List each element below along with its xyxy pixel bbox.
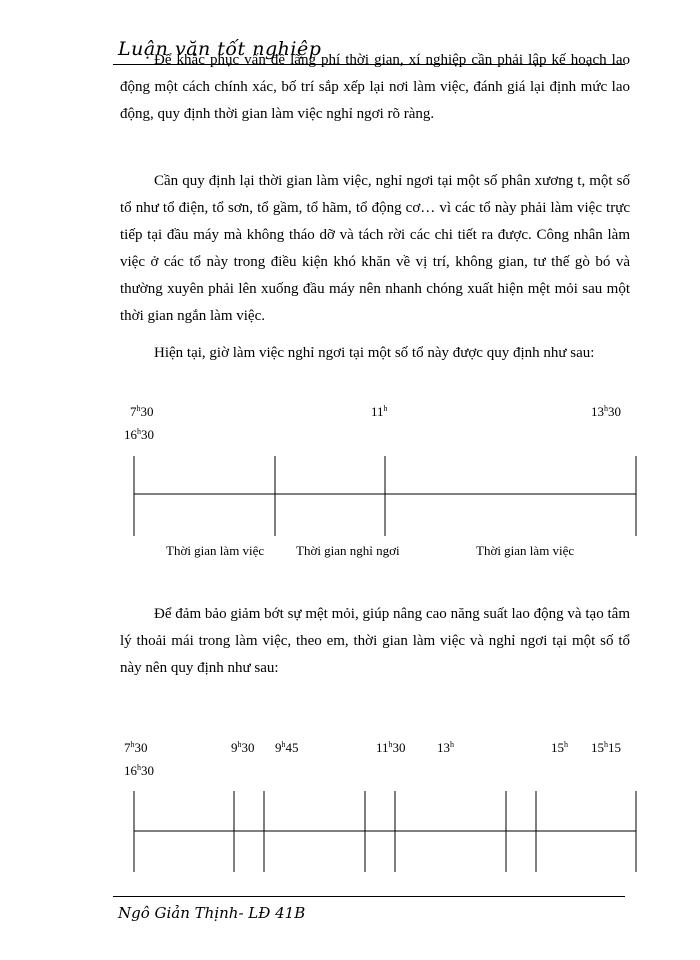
paragraph-4: Để đảm bảo giảm bớt sự mệt mỏi, giúp nâng cao năng suất lao động và tạo tâm lý thoải mái trong làm việc, theo em, thời gian làm việc và nghỉ ngơi tại một số tổ này nên quy định như sau: bbox=[120, 606, 630, 676]
timeline2-tick-label-3: 11$^h$30 bbox=[376, 740, 406, 755]
timeline2-tick-label-0: 7$^h$30 bbox=[124, 740, 148, 755]
paragraph-3: Hiện tại, giờ làm việc nghỉ ngơi tại một số tổ này được quy định như sau: bbox=[154, 345, 595, 361]
timeline1-tick-label-1: 11$^h$ bbox=[371, 404, 388, 419]
timeline1-segment-label-2: Thời gian làm việc bbox=[476, 543, 575, 558]
timeline2-tick-label-2: 9$^h$45 bbox=[275, 740, 299, 755]
timeline2-tick-label-1: 9$^h$30 bbox=[231, 740, 255, 755]
timeline2-tick-label-7: 16$^h$30 bbox=[124, 763, 154, 778]
timeline1-tick-label-3: 16$^h$30 bbox=[124, 427, 154, 442]
timeline1-segment-label-1: Thời gian nghỉ ngơi bbox=[296, 543, 400, 558]
timeline1-tick-label-2: 13$^h$30 bbox=[591, 404, 621, 419]
footer-divider bbox=[113, 896, 625, 897]
footer-author: Ngô Giản Thịnh- LĐ 41B bbox=[118, 904, 306, 922]
paragraph-1: Để khắc phục vấn đề lãng phí thời gian, xí nghiệp cần phải lập kế hoạch lao động một cách chính xác, bố trí sắp xếp lại nơi làm việc, đánh giá lại định mức lao động, quy định thời gian làm việc nghỉ ngơi rõ ràng. bbox=[120, 52, 630, 122]
timeline1-tick-label-0: 7$^h$30 bbox=[130, 404, 154, 419]
timeline2-tick-label-5: 15$^h$ bbox=[551, 740, 568, 755]
timeline2-tick-label-6: 15$^h$15 bbox=[591, 740, 621, 755]
document-header-title: Luận văn tốt nghiệp bbox=[118, 38, 322, 60]
paragraph-2: Cần quy định lại thời gian làm việc, nghỉ ngơi tại một số phân xương t, một số tổ như tổ điện, tổ sơn, tổ gầm, tổ hãm, tổ động cơ… vì các tổ này phải làm việc trực tiếp tại đầu máy mà không tháo dỡ và tách rời các chi tiết ra được. Công nhân làm việc ở các tổ này trong điều kiện khó khăn về vị trí, không gian, tư thế gò bó và thường xuyên phải lên xuống đầu máy nên nhanh chóng xuất hiện mệt mỏi sau một thời gian ngắn làm việc. bbox=[120, 173, 630, 324]
timeline1-segment-label-0: Thời gian làm việc bbox=[166, 543, 265, 558]
timeline2-tick-label-4: 13$^h$ bbox=[437, 740, 454, 755]
